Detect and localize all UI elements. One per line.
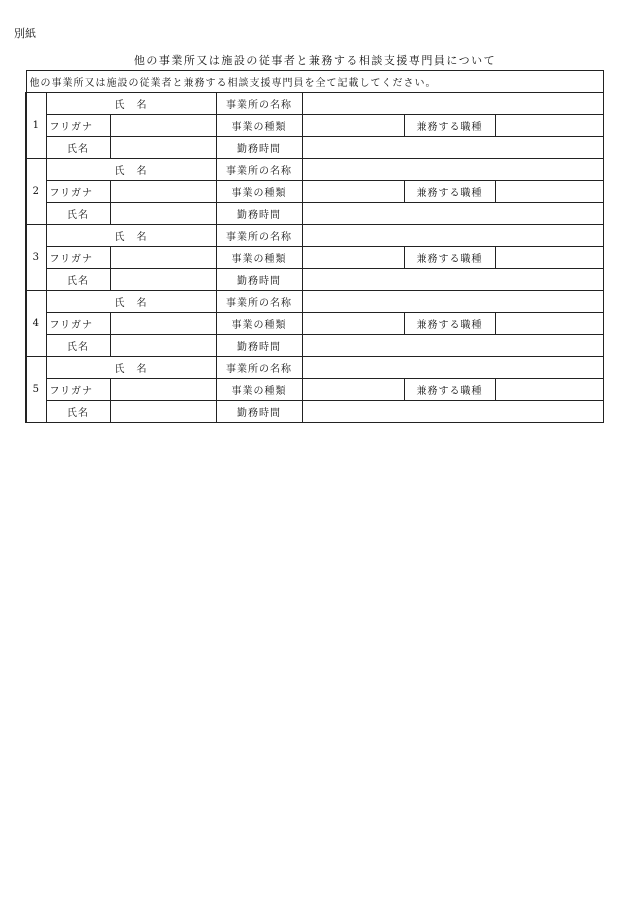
name-field[interactable]	[110, 401, 216, 423]
row-name	[26, 291, 603, 313]
concurrent-job-field[interactable]	[495, 379, 603, 401]
row-furigana	[26, 247, 603, 269]
document-title: 他の事業所又は施設の従事者と兼務する相談支援専門員について	[133, 54, 497, 67]
row-hours	[26, 203, 603, 225]
work-hours-field[interactable]	[302, 401, 603, 423]
name-label: 氏名	[46, 401, 110, 423]
office-name-field[interactable]	[302, 93, 603, 115]
row-hours	[26, 401, 603, 423]
business-type-label: 事業の種類	[216, 247, 302, 269]
row-furigana	[26, 379, 603, 401]
row-name	[26, 225, 603, 247]
name-field[interactable]	[110, 335, 216, 357]
work-hours-label: 勤務時間	[216, 137, 302, 159]
name-label: 氏名	[46, 137, 110, 159]
name-label: 氏名	[46, 269, 110, 291]
work-hours-label: 勤務時間	[216, 203, 302, 225]
concurrent-job-field[interactable]	[495, 181, 603, 203]
row-hours	[26, 269, 603, 291]
row-number: 1	[26, 93, 46, 159]
furigana-field[interactable]	[110, 379, 216, 401]
furigana-field[interactable]	[110, 247, 216, 269]
work-hours-label: 勤務時間	[216, 269, 302, 291]
business-type-field[interactable]	[302, 247, 404, 269]
row-hours	[26, 335, 603, 357]
name-header: 氏 名	[46, 159, 216, 181]
name-field[interactable]	[110, 203, 216, 225]
intro-row	[26, 71, 603, 93]
work-hours-label: 勤務時間	[216, 401, 302, 423]
furigana-label: フリガナ	[46, 247, 110, 269]
concurrent-job-field[interactable]	[495, 247, 603, 269]
row-number: 5	[26, 357, 46, 423]
office-name-label: 事業所の名称	[216, 291, 302, 313]
row-number: 3	[26, 225, 46, 291]
row-furigana	[26, 181, 603, 203]
furigana-label: フリガナ	[46, 115, 110, 137]
office-name-field[interactable]	[302, 159, 603, 181]
office-name-field[interactable]	[302, 225, 603, 247]
concurrent-job-label: 兼務する職種	[404, 379, 495, 401]
work-hours-field[interactable]	[302, 269, 603, 291]
concurrent-job-label: 兼務する職種	[404, 247, 495, 269]
name-field[interactable]	[110, 269, 216, 291]
office-name-field[interactable]	[302, 357, 603, 379]
furigana-label: フリガナ	[46, 181, 110, 203]
office-name-label: 事業所の名称	[216, 357, 302, 379]
office-name-label: 事業所の名称	[216, 225, 302, 247]
name-label: 氏名	[46, 335, 110, 357]
business-type-label: 事業の種類	[216, 379, 302, 401]
work-hours-field[interactable]	[302, 335, 603, 357]
furigana-label: フリガナ	[46, 379, 110, 401]
row-name	[26, 93, 603, 115]
row-furigana	[26, 115, 603, 137]
attachment-label: 別紙	[14, 27, 36, 40]
concurrent-job-field[interactable]	[495, 115, 603, 137]
intro-text: 他の事業所又は施設の従業者と兼務する相談支援専門員を全て記載してください。	[26, 71, 603, 93]
business-type-field[interactable]	[302, 115, 404, 137]
business-type-field[interactable]	[302, 313, 404, 335]
business-type-label: 事業の種類	[216, 313, 302, 335]
business-type-field[interactable]	[302, 181, 404, 203]
staff-table	[25, 70, 604, 423]
business-type-field[interactable]	[302, 379, 404, 401]
office-name-label: 事業所の名称	[216, 159, 302, 181]
name-header: 氏 名	[46, 291, 216, 313]
work-hours-label: 勤務時間	[216, 335, 302, 357]
name-label: 氏名	[46, 203, 110, 225]
name-header: 氏 名	[46, 357, 216, 379]
name-header: 氏 名	[46, 225, 216, 247]
office-name-label: 事業所の名称	[216, 93, 302, 115]
row-number: 2	[26, 159, 46, 225]
row-hours	[26, 137, 603, 159]
furigana-field[interactable]	[110, 181, 216, 203]
furigana-field[interactable]	[110, 115, 216, 137]
concurrent-job-label: 兼務する職種	[404, 181, 495, 203]
furigana-field[interactable]	[110, 313, 216, 335]
row-number: 4	[26, 291, 46, 357]
name-field[interactable]	[110, 137, 216, 159]
work-hours-field[interactable]	[302, 203, 603, 225]
row-name	[26, 159, 603, 181]
row-furigana	[26, 313, 603, 335]
work-hours-field[interactable]	[302, 137, 603, 159]
business-type-label: 事業の種類	[216, 181, 302, 203]
furigana-label: フリガナ	[46, 313, 110, 335]
office-name-field[interactable]	[302, 291, 603, 313]
name-header: 氏 名	[46, 93, 216, 115]
row-name	[26, 357, 603, 379]
business-type-label: 事業の種類	[216, 115, 302, 137]
concurrent-job-field[interactable]	[495, 313, 603, 335]
concurrent-job-label: 兼務する職種	[404, 313, 495, 335]
concurrent-job-label: 兼務する職種	[404, 115, 495, 137]
